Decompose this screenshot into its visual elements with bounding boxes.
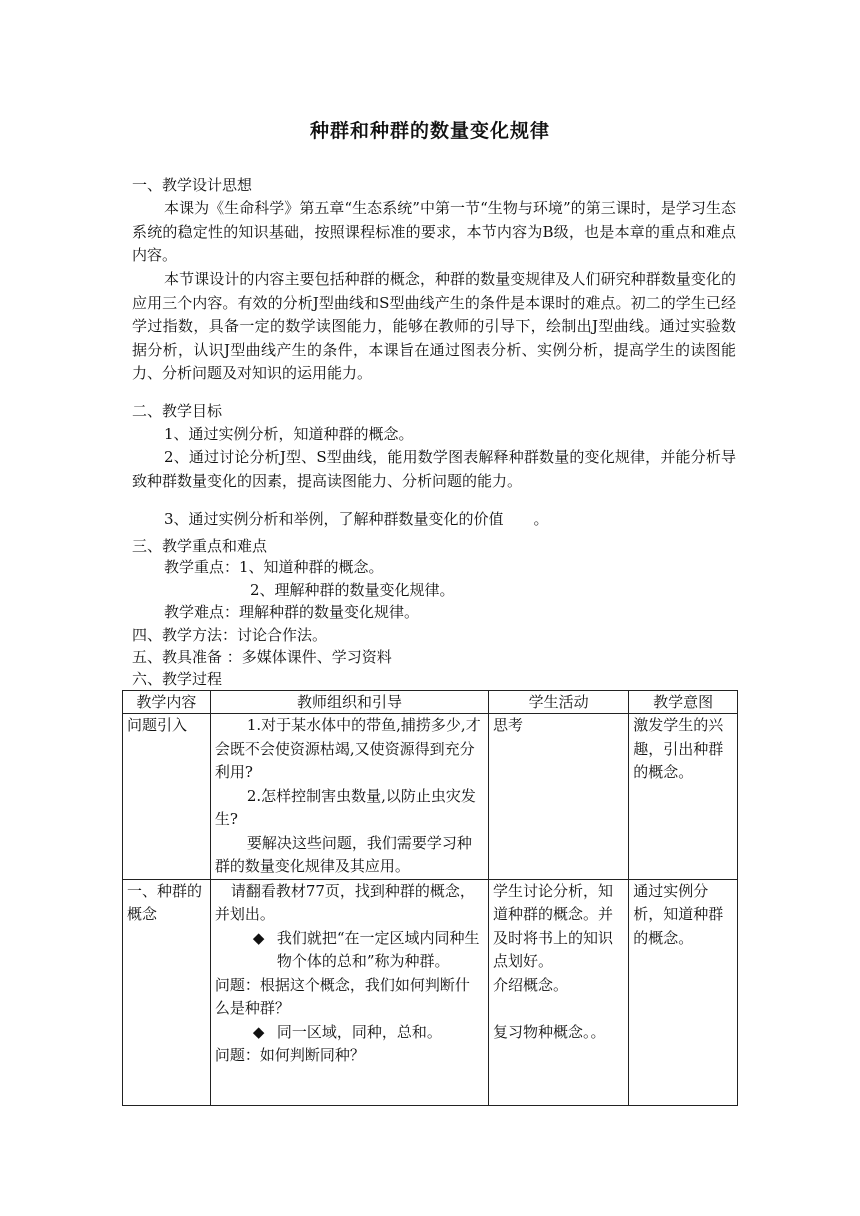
row2-student-1: 学生讨论分析，知道种群的概念。并及时将书上的知识点划好。 [493,881,614,970]
design-paragraph-2 [132,268,736,386]
section-heading-design: 一、教学设计思想 [132,176,253,194]
header-intent: 教学意图 [629,691,738,714]
row2-student-2: 介绍概念。 [493,975,569,994]
row2-student [489,879,629,1105]
row2-bullet-1 [215,927,484,974]
row2-content: 一、种群的概念 [123,879,211,1105]
goal-3-text: 3、通过实例分析和举例，了解种群数量变化的价值 。 [164,510,549,528]
row1-teacher-q2: 2.怎样控制害虫数量,以防止虫灾发生? [214,786,476,828]
section-materials: 五、教具准备 ：多媒体课件、学习资料 [132,648,392,666]
row2-question-1: 问题：根据这个概念，我们如何判断什么是种群？ [214,975,470,1017]
header-teacher: 教师组织和引导 [210,691,488,714]
row2-student-3: 复习物种概念。。 [493,1022,606,1041]
row1-teacher-summary: 要解决这些问题，我们需要学习种群的数量变化规律及其应用。 [214,833,472,875]
goal-2 [132,446,736,493]
row2-bullet-2-text: 同一区域，同种，总和。 [276,1022,442,1041]
row2-bullet-1-text: 我们就把“在一定区域内同种生物个体的总和”称为种群。 [276,928,480,970]
row1-content: 问题引入 [123,714,211,880]
diamond-bullet-icon: ◆ [252,1022,265,1041]
document-title: 种群和种群的数量变化规律 [309,120,550,142]
section-heading-goals: 二、教学目标 [132,402,223,420]
row2-teacher [210,879,488,1105]
key-point-1: 教学重点：1、知道种群的概念。 [164,558,384,576]
row2-teacher-intro: 请翻看教材77页，找到种群的概念，并划出。 [214,881,475,923]
row2-intent: 通过实例分析，知道种群的概念。 [629,879,738,1105]
section-heading-keypoints: 三、教学重点和难点 [132,537,268,555]
table-row [123,879,738,1105]
goal-1 [132,423,736,447]
table-row [123,714,738,880]
row2-question-2: 问题：如何判断同种？ [214,1046,365,1064]
goal-2-text: 2、通过讨论分析J型、S型曲线，能用数学图表解释种群数量的变化规律，并能分析导致种群数量变化的因素，提高读图能力、分析问题的能力。 [132,448,736,490]
row1-teacher-q1: 1.对于某水体中的带鱼,捕捞多少,才会既不会使资源枯竭,又使资源得到充分利用? [214,716,481,781]
design-paragraph-1 [132,197,736,268]
difficulty: 教学难点：理解种群的数量变化规律。 [164,603,420,621]
diamond-bullet-icon: ◆ [252,928,265,947]
row1-intent: 激发学生的兴趣，引出种群的概念。 [629,714,738,880]
table-header-row [123,691,738,714]
goal-3 [132,508,736,532]
design-paragraph-1-text: 本课为《生命科学》第五章“生态系统”中第一节“生物与环境”的第三课时，是学习生态系统的稳定性的知识基础，按照课程标准的要求，本节内容为B级，也是本章的重点和难点内容。 [132,199,736,264]
row2-bullet-2 [215,1021,484,1045]
row1-student: 思考 [489,714,629,880]
header-content: 教学内容 [123,691,211,714]
row1-teacher [210,714,488,880]
process-table [122,690,738,1106]
header-student: 学生活动 [489,691,629,714]
section-method: 四、教学方法：讨论合作法。 [132,626,328,644]
row2-student-spacer [493,997,624,1021]
section-heading-process: 六、教学过程 [132,670,223,688]
key-point-2: 2、理解种群的数量变化规律。 [250,581,455,599]
goal-1-text: 1、通过实例分析，知道种群的概念。 [164,425,414,443]
design-paragraph-2-text: 本节课设计的内容主要包括种群的概念，种群的数量变规律及人们研究种群数量变化的应用三个内容。有效的分析J型曲线和S型曲线产生的条件是本课时的难点。初二的学生已经学过指数，具备一定的数学读图能力，能够在教师的引导下，绘制出J型曲线。通过实验数据分析，认识J型曲线产生的条件，本课旨在通过图表分析、实例分析，提高学生的读图能力、分析问题及对知识的运用能力。 [132,270,736,382]
